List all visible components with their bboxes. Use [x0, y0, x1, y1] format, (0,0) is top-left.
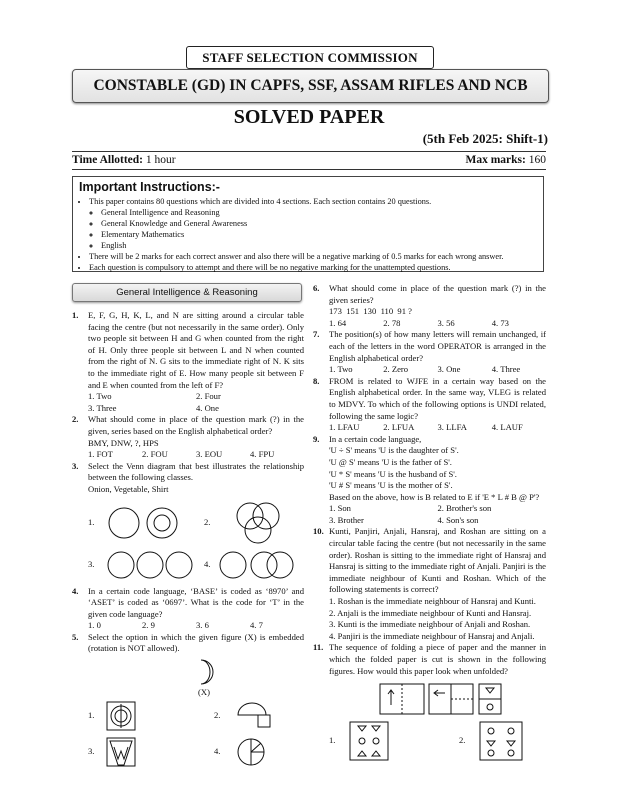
options	[88, 620, 304, 632]
option: 1. FOT	[88, 449, 113, 460]
option: 2. FOU	[142, 449, 168, 460]
option: 2. Zero	[383, 364, 409, 375]
venn-option-2-icon	[226, 500, 296, 546]
instruction-subitem: ◦ Elementary Mathematics	[101, 229, 543, 240]
question-text: The sequence of folding a piece of paper and the manner in which the folded paper is cut is shown in the following figures. How would this paper look when unfolded?	[329, 642, 546, 676]
venn-row-2	[88, 548, 304, 582]
venn-row-1	[88, 500, 304, 546]
question-text: FROM is related to WJFE in a certain way based on the English alphabetical order. In the same way, VLEG is related to MDVY. To which of the following options is UNDI related, following the same logic?	[329, 375, 546, 421]
question-text: E, F, G, H, K, L, and N are sitting around a circular table facing the centre (but not necessarily in the same order). Only two people sit between H and G when counted from the right of H. Only three people sit between L and N when counted from the right of N. G sits to the immediate right of N. K sits to the immediate right of E. How many people sit between F and E when counted from the left of F?	[88, 310, 304, 390]
option-label: 1.	[88, 709, 95, 720]
option: 2. Four	[196, 391, 221, 402]
option: 3. Kunti is the immediate neighbour of Anjali and Roshan.	[329, 619, 531, 630]
crescent-icon	[189, 657, 219, 687]
option: 1. Two	[88, 391, 112, 402]
option: 2. Anjali is the immediate neighbour of Kunti and Hansraj.	[329, 607, 532, 618]
instructions-title: Important Instructions:-	[79, 180, 220, 194]
exam-title: CONSTABLE (GD) IN CAPFS, SSF, ASSAM RIFLES AND NCB	[72, 69, 549, 103]
question-4: 4. In a certain code language, ‘BASE’ is coded as ‘8970’ and ‘ASET’ is coded as ‘0697’. What is the code for ‘T’ in the given code language? 1. 0 2. 9 3. 6 4. 7	[72, 585, 304, 631]
figure-x	[184, 657, 224, 699]
option: 1. LFAU	[329, 422, 360, 433]
question-series: BMY, DNW, ?, HPS	[88, 437, 159, 448]
question-text: Select the option in which the given figure (X) is embedded (rotation is NOT allowed).	[88, 631, 304, 654]
options	[329, 364, 546, 376]
instruction-item: • This paper contains 80 questions which are divided into 4 sections. Each section contains 20 questions.	[89, 196, 543, 207]
code-line: 'U ÷ S' means 'U is the daughter of S'.	[329, 445, 459, 456]
figure-option-1-icon	[106, 701, 136, 731]
option-label: 4.	[204, 558, 211, 569]
option: 2. 9	[142, 620, 155, 631]
option: 1. 64	[329, 317, 347, 328]
question-text: Select the Venn diagram that best illustrates the relationship between the following classes.	[88, 460, 304, 483]
question-series: 173 151 130 110 91 ?	[329, 306, 412, 317]
unfold-option-1-icon	[349, 721, 389, 761]
option: 2. LFUA	[383, 422, 415, 433]
question-7: 7. The position(s) of how many letters will remain unchanged, if each of the letters in the word OPERATOR is arranged in the English alphabetical order? 1. Two 2. Zero 3. One 4. Three	[313, 329, 546, 375]
option: 1. Two	[329, 364, 353, 375]
option: 3. LLFA	[437, 422, 467, 433]
question-classes: Onion, Vegetable, Shirt	[88, 483, 169, 494]
option-label: 4.	[214, 745, 221, 756]
instruction-subitem: ◦ General Knowledge and General Awareness	[101, 218, 543, 229]
exam-date: (5th Feb 2025: Shift-1)	[422, 131, 548, 146]
option: 4. Son's son	[437, 514, 479, 525]
left-column	[72, 310, 304, 767]
question-text: What should come in place of the question mark (?) in the given, series based on the English alphabetical order?	[88, 414, 304, 436]
option: 4. FPU	[250, 449, 275, 460]
option: 4. One	[196, 402, 219, 413]
question-2: 2. What should come in place of the question mark (?) in the given, series based on the English alphabetical order? BMY, DNW, ?, HPS 1. FOT 2. FOU 3. EOU 4. FPU	[72, 414, 304, 460]
org-heading: STAFF SELECTION COMMISSION	[186, 46, 434, 69]
option: 4. Three	[491, 364, 521, 375]
question-text: In a certain code language, ‘BASE’ is coded as ‘8970’ and ‘ASET’ is coded as ‘0697’. What is the code for ‘T’ in the given code language?	[88, 585, 304, 619]
option: 3. EOU	[196, 449, 223, 460]
options	[88, 391, 304, 414]
figure-x-label: (X)	[198, 687, 210, 698]
option: 4. LAUF	[491, 422, 523, 433]
option: 4. 7	[250, 620, 263, 631]
option-label: 2.	[459, 735, 466, 746]
option: 4. Panjiri is the immediate neighbour of Hansraj and Anjali.	[329, 630, 535, 641]
instruction-subitem: ◦ General Intelligence and Reasoning	[101, 207, 543, 218]
option-label: 1.	[88, 516, 95, 527]
option-label: 3.	[88, 745, 95, 756]
right-column	[313, 283, 546, 761]
option: 3. Three	[88, 402, 117, 413]
option: 3. 6	[196, 620, 209, 631]
question-ask: Based on the above, how is B related to E if 'E * L # B @ P'?	[329, 491, 540, 502]
options	[329, 503, 546, 526]
venn-option-4-icon	[218, 548, 298, 582]
options	[88, 449, 304, 461]
time-allotted: Time Allotted: 1 hour	[72, 154, 176, 166]
option: 3. Brother	[329, 514, 364, 525]
figure-row-2	[88, 737, 304, 767]
code-line: 'U @ S' means 'U is the father of S'.	[329, 456, 452, 467]
option: 1. 0	[88, 620, 101, 631]
max-marks: Max marks: 160	[465, 154, 546, 166]
question-text: What should come in place of the question mark (?) in the given series?	[329, 283, 546, 305]
question-10: 10. Kunti, Panjiri, Anjali, Hansraj, and Roshan are sitting on a circular table facing the centre (but not necessarily in the same order). Roshan is sitting to the immediate right of Hansraj and Hansraj is sitting to the immediate right of Anjali. Panjiri is the immediate neighbour of Kunti and Roshan. Which of the following statements is correct? 1. Roshan is the immediate neighbour of Hansraj and Kunti. 2. Anjali is the immediate neighbour of Kunti and Hansraj. 3. Kunti is the immediate neighbour of Anjali and Roshan. 4. Panjiri is the immediate neighbour of Hansraj and Anjali.	[313, 526, 546, 641]
instructions-box	[72, 176, 544, 272]
question-3: 3. Select the Venn diagram that best illustrates the relationship between the following classes. Onion, Vegetable, Shirt 1. 2. 3. 4.	[72, 461, 304, 582]
question-5: 5. Select the option in which the given figure (X) is embedded (rotation is NOT allowed). (X) 1. 2. 3. 4.	[72, 632, 304, 767]
option-label: 2.	[214, 709, 221, 720]
solved-paper-heading: SOLVED PAPER	[233, 106, 385, 128]
question-text: The position(s) of how many letters will remain unchanged, if each of the letters in the word OPERATOR is arranged in the English alphabetical order?	[329, 329, 546, 363]
code-line: 'U # S' means 'U is the mother of S'.	[329, 480, 453, 491]
divider-bottom	[72, 169, 546, 170]
options	[329, 422, 546, 434]
option-label: 1.	[329, 735, 336, 746]
folding-sequence-icon	[379, 683, 519, 715]
figure-option-3-icon	[106, 737, 136, 767]
question-text: In a certain code language,	[329, 433, 422, 444]
unfold-option-2-icon	[479, 721, 523, 761]
figure-option-4-icon	[236, 737, 270, 767]
option: 2. 78	[383, 317, 401, 328]
instruction-item: • There will be 2 marks for each correct answer and also there will be a negative marking of 0.5 marks for each wrong answer.	[89, 251, 543, 262]
figure-row-1	[88, 701, 304, 731]
option: 2. Brother's son	[437, 503, 492, 514]
option-label: 2.	[204, 516, 211, 527]
unfold-options-row	[329, 721, 546, 761]
option: 1. Roshan is the immediate neighbour of Hansraj and Kunti.	[329, 596, 536, 607]
venn-option-1-icon	[106, 505, 196, 541]
code-line: 'U * S' means 'U is the husband of S'.	[329, 468, 457, 479]
option: 4. 73	[491, 317, 509, 328]
question-6: 6. What should come in place of the question mark (?) in the given series? 173 151 130 110 91 ? 1. 64 2. 78 3. 56 4. 73	[313, 283, 546, 328]
question-text: Kunti, Panjiri, Anjali, Hansraj, and Roshan are sitting on a circular table facing the centre (but not necessarily in the same order). Roshan is sitting to the immediate right of Hansraj and Hansraj is sitting to the immediate right of Anjali. Panjiri is the immediate neighbour of Kunti and Roshan. Which of the following statements is correct?	[329, 526, 546, 595]
section-heading: General Intelligence & Reasoning	[72, 283, 302, 302]
question-8: 8. FROM is related to WJFE in a certain way based on the English alphabetical order. In the same way, VLEG is related to MDVY. To which of the following options is UNDI related, following the same logic? 1. LFAU 2. LFUA 3. LLFA 4. LAUF	[313, 375, 546, 433]
question-9: 9. In a certain code language, 'U ÷ S' means 'U is the daughter of S'. 'U @ S' means 'U is the father of S'. 'U * S' means 'U is the husband of S'. 'U # S' means 'U is the mother of S'. Based on the above, how is B related to E if 'E * L # B @ P'? 1. Son 2. Brother's son 3. Brother 4. Son's son	[313, 434, 546, 527]
figure-option-2-icon	[236, 701, 276, 731]
instruction-subitem: ◦ English	[101, 240, 543, 251]
options	[329, 318, 546, 330]
venn-option-3-icon	[106, 548, 196, 582]
option: 1. Son	[329, 503, 351, 514]
instruction-item: • Each question is compulsory to attempt and there will be no negative marking for the unattempted questions.	[89, 262, 543, 273]
option: 3. 56	[437, 317, 455, 328]
divider-top	[72, 151, 546, 152]
question-11: 11. The sequence of folding a piece of paper and the manner in which the folded paper is cut is shown in the following figures. How would this paper look when unfolded? 1. 2.	[313, 642, 546, 761]
option: 3. One	[437, 364, 461, 375]
option-label: 3.	[88, 558, 95, 569]
question-1: 1. E, F, G, H, K, L, and N are sitting around a circular table facing the centre (but not necessarily in the same order). Only two people sit between H and G when counted from the right of H. Only three people sit between L and N when counted from the right of N. G sits to the immediate right of N. K sits to the immediate right of E. How many people sit between F and E when counted from the left of F? 1. Two 2. Four 3. Three 4. One	[72, 310, 304, 413]
